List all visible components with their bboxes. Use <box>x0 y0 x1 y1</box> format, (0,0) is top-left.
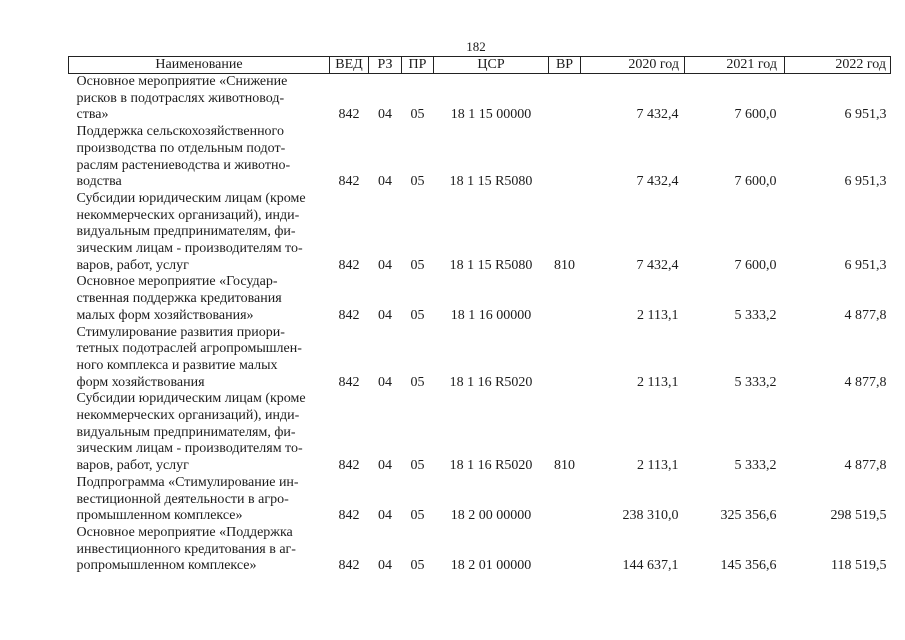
value-2022: 6 951,3 <box>844 174 887 190</box>
value-2022: 6 951,3 <box>844 257 887 273</box>
value-2020: 2 113,1 <box>637 458 679 474</box>
row-name: Субсидии юридическим лицам (кроме некоммерческих организаций), инди- видуальным предпринимателям, фи- зическим лицам - производителям то- варов, работ, услуг <box>76 190 306 273</box>
rz-code: 04 <box>378 458 392 474</box>
rz-code: 04 <box>378 257 392 273</box>
pr-code: 05 <box>410 558 425 574</box>
header-name: Наименование <box>69 57 330 74</box>
value-2022: 6 951,3 <box>844 107 887 123</box>
page-number: 182 <box>466 39 486 54</box>
csr-code: 18 2 01 00000 <box>450 558 532 574</box>
value-2020: 2 113,1 <box>637 374 679 390</box>
value-2021: 145 356,6 <box>720 558 777 574</box>
vr-code <box>549 124 581 191</box>
rz-code: 04 <box>378 174 392 190</box>
vr-code <box>549 274 581 324</box>
value-2021: 7 600,0 <box>734 174 777 190</box>
budget-table <box>68 56 891 575</box>
value-2020: 7 432,4 <box>636 174 679 190</box>
value-2022: 4 877,8 <box>844 374 887 390</box>
vr-code: 810 <box>554 257 575 273</box>
csr-code: 18 2 00 00000 <box>450 508 532 524</box>
pr-code: 05 <box>410 307 425 323</box>
value-2021: 5 333,2 <box>734 374 777 390</box>
header-row <box>69 57 891 74</box>
ved-code: 842 <box>338 107 360 123</box>
value-2021: 7 600,0 <box>734 107 777 123</box>
rz-code: 04 <box>378 508 392 524</box>
table-body <box>69 74 891 576</box>
table-row <box>69 525 891 575</box>
header-pr: ПР <box>402 57 434 74</box>
csr-code: 18 1 16 R5020 <box>449 374 533 390</box>
rz-code: 04 <box>378 558 392 574</box>
value-2022: 118 519,5 <box>831 558 887 574</box>
table-row <box>69 191 891 275</box>
row-name: Поддержка сельскохозяйственного производства по отдельным подот- раслям растениеводства и животно- водства <box>76 124 291 190</box>
row-name: Стимулирование развития приори- тетных подотраслей агропромышлен- ного комплекса и развитие малых форм хозяйствования <box>76 324 302 390</box>
pr-code: 05 <box>410 174 425 190</box>
value-2022: 4 877,8 <box>844 458 887 474</box>
rz-code: 04 <box>378 307 392 323</box>
header-2021: 2021 год <box>685 57 785 74</box>
row-name: Основное мероприятие «Поддержка инвестиционного кредитования в аг- ропромышленном комплексе» <box>76 524 296 574</box>
value-2020: 144 637,1 <box>622 558 679 574</box>
vr-code: 810 <box>554 458 575 474</box>
header-vr: ВР <box>549 57 581 74</box>
csr-code: 18 1 16 R5020 <box>449 458 533 474</box>
header-2020: 2020 год <box>581 57 685 74</box>
row-name: Основное мероприятие «Государ- ственная поддержка кредитования малых форм хозяйствования» <box>76 274 282 323</box>
pr-code: 05 <box>410 257 425 273</box>
csr-code: 18 1 16 00000 <box>450 307 532 323</box>
ved-code: 842 <box>338 508 360 524</box>
row-name: Подпрограмма «Стимулирование ин- вестиционной деятельности в агро- промышленном комплексе» <box>76 474 299 524</box>
value-2022: 298 519,5 <box>830 508 887 524</box>
header-ved: ВЕД <box>330 57 369 74</box>
table-header <box>69 57 891 74</box>
value-2021: 5 333,2 <box>734 307 777 323</box>
value-2020: 7 432,4 <box>636 257 679 273</box>
table-row <box>69 475 891 525</box>
row-name: Основное мероприятие «Снижение рисков в подотраслях животновод- ства» <box>76 74 288 123</box>
header-rz: РЗ <box>369 57 402 74</box>
header-csr: ЦСР <box>434 57 549 74</box>
ved-code: 842 <box>338 307 360 323</box>
csr-code: 18 1 15 R5080 <box>449 174 533 190</box>
rz-code: 04 <box>378 107 392 123</box>
vr-code <box>549 74 581 125</box>
ved-code: 842 <box>338 558 360 574</box>
value-2020: 2 113,1 <box>637 307 679 323</box>
value-2022: 4 877,8 <box>844 307 887 323</box>
pr-code: 05 <box>410 458 425 474</box>
table-row <box>69 274 891 324</box>
vr-code <box>549 325 581 392</box>
value-2021: 7 600,0 <box>734 257 777 273</box>
csr-code: 18 1 15 00000 <box>450 107 532 123</box>
vr-code <box>549 475 581 525</box>
value-2020: 7 432,4 <box>636 107 679 123</box>
value-2020: 238 310,0 <box>622 508 679 524</box>
ved-code: 842 <box>338 458 360 474</box>
pr-code: 05 <box>410 508 425 524</box>
table-row <box>69 391 891 475</box>
vr-code <box>549 525 581 575</box>
rz-code: 04 <box>378 374 392 390</box>
table-row <box>69 74 891 125</box>
csr-code: 18 1 15 R5080 <box>449 257 533 273</box>
header-2022: 2022 год <box>785 57 891 74</box>
pr-code: 05 <box>410 374 425 390</box>
table-row <box>69 124 891 191</box>
row-name: Субсидии юридическим лицам (кроме некоммерческих организаций), инди- видуальным предпринимателям, фи- зическим лицам - производителям то- варов, работ, услуг <box>76 391 306 474</box>
value-2021: 5 333,2 <box>734 458 777 474</box>
ved-code: 842 <box>338 257 360 273</box>
table-row <box>69 325 891 392</box>
ved-code: 842 <box>338 374 360 390</box>
pr-code: 05 <box>410 107 425 123</box>
ved-code: 842 <box>338 174 360 190</box>
value-2021: 325 356,6 <box>720 508 777 524</box>
